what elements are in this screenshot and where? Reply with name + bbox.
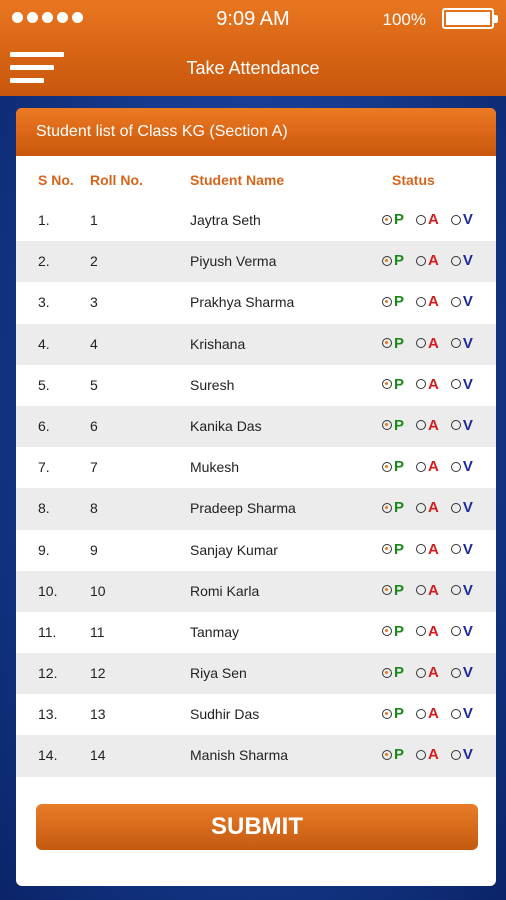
- radio-icon[interactable]: [382, 750, 392, 760]
- status-radio-group: [382, 746, 473, 763]
- radio-icon[interactable]: [416, 462, 426, 472]
- roll-number: 8: [90, 500, 98, 517]
- radio-icon[interactable]: [451, 709, 461, 719]
- status-option-absent[interactable]: [416, 582, 439, 599]
- battery-percent: 100%: [382, 10, 426, 29]
- status-option-absent[interactable]: [416, 211, 439, 228]
- status-radio-group: [382, 252, 473, 269]
- radio-icon[interactable]: [382, 297, 392, 307]
- status-option-present[interactable]: [382, 664, 404, 681]
- status-radio-group: [382, 499, 473, 516]
- roll-number: 14: [90, 747, 106, 764]
- table-row: [16, 365, 496, 406]
- radio-icon[interactable]: [382, 420, 392, 430]
- student-name: Sudhir Das: [190, 706, 260, 723]
- radio-icon[interactable]: [382, 626, 392, 636]
- status-label: P: [394, 581, 405, 599]
- status-option-present[interactable]: [382, 335, 404, 352]
- serial-number: 5.: [38, 376, 50, 393]
- submit-button[interactable]: SUBMIT: [36, 804, 478, 850]
- radio-icon[interactable]: [416, 297, 426, 307]
- status-label: A: [428, 499, 439, 517]
- status-option-present[interactable]: [382, 499, 404, 516]
- serial-number: 13.: [38, 706, 58, 723]
- radio-icon[interactable]: [451, 544, 461, 554]
- radio-icon[interactable]: [451, 503, 461, 513]
- status-option-vacation[interactable]: [451, 705, 473, 722]
- status-option-vacation[interactable]: [451, 623, 473, 640]
- status-label: V: [462, 293, 473, 311]
- status-option-absent[interactable]: [416, 376, 439, 393]
- status-option-absent[interactable]: [416, 664, 439, 681]
- radio-icon[interactable]: [416, 379, 426, 389]
- status-label: A: [428, 705, 439, 723]
- radio-icon[interactable]: [451, 338, 461, 348]
- radio-icon[interactable]: [382, 462, 392, 472]
- status-option-absent[interactable]: [416, 499, 439, 516]
- status-option-present[interactable]: [382, 623, 404, 640]
- table-row: [16, 324, 496, 365]
- status-option-present[interactable]: [382, 458, 404, 475]
- roll-number: 10: [90, 582, 106, 599]
- status-option-absent[interactable]: [416, 746, 439, 763]
- status-label: A: [428, 252, 439, 270]
- serial-number: 6.: [38, 417, 50, 434]
- status-option-vacation[interactable]: [451, 499, 473, 516]
- radio-icon[interactable]: [416, 668, 426, 678]
- status-label: V: [462, 252, 473, 270]
- radio-icon[interactable]: [416, 215, 426, 225]
- status-label: A: [428, 540, 439, 558]
- serial-number: 12.: [38, 665, 58, 682]
- status-option-absent[interactable]: [416, 252, 439, 269]
- serial-number: 3.: [38, 294, 50, 311]
- status-option-present[interactable]: [382, 746, 404, 763]
- radio-icon[interactable]: [451, 750, 461, 760]
- status-radio-group: [382, 293, 473, 310]
- student-name: Kanika Das: [190, 417, 262, 434]
- student-name: Mukesh: [190, 459, 240, 476]
- status-option-absent[interactable]: [416, 293, 439, 310]
- table-row: [16, 200, 496, 241]
- status-radio-group: [382, 335, 473, 352]
- status-option-absent[interactable]: [416, 335, 439, 352]
- radio-icon[interactable]: [382, 503, 392, 513]
- radio-icon[interactable]: [416, 626, 426, 636]
- status-label: P: [394, 540, 405, 558]
- status-option-vacation[interactable]: [451, 664, 473, 681]
- status-label: P: [394, 334, 405, 352]
- radio-icon[interactable]: [382, 215, 392, 225]
- radio-icon[interactable]: [451, 297, 461, 307]
- student-name: Manish Sharma: [190, 747, 289, 764]
- radio-icon[interactable]: [416, 750, 426, 760]
- serial-number: 11.: [38, 623, 57, 640]
- radio-icon[interactable]: [382, 256, 392, 266]
- status-radio-group: [382, 417, 473, 434]
- battery-icon: [442, 8, 494, 29]
- table-row: [16, 282, 496, 323]
- status-label: P: [394, 705, 405, 723]
- serial-number: 2.: [38, 253, 50, 270]
- status-label: P: [394, 499, 405, 517]
- student-name: Jaytra Seth: [190, 212, 261, 228]
- status-label: A: [428, 581, 439, 599]
- radio-icon[interactable]: [416, 709, 426, 719]
- status-label: V: [462, 664, 473, 682]
- student-name: Romi Karla: [190, 582, 260, 599]
- radio-icon[interactable]: [451, 585, 461, 595]
- status-radio-group: [382, 664, 473, 681]
- status-option-present[interactable]: [382, 211, 404, 228]
- status-label: A: [428, 375, 439, 393]
- radio-icon[interactable]: [451, 626, 461, 636]
- serial-number: 4.: [38, 335, 50, 352]
- status-label: A: [428, 746, 439, 764]
- roll-number: 7: [90, 459, 98, 476]
- table-row: [16, 241, 496, 282]
- radio-icon[interactable]: [416, 338, 426, 348]
- status-label: A: [428, 211, 439, 228]
- status-label: V: [462, 705, 473, 723]
- roll-number: 4: [90, 335, 98, 352]
- status-label: V: [462, 334, 473, 352]
- status-option-vacation[interactable]: [451, 376, 473, 393]
- status-label: P: [394, 622, 405, 640]
- table-row: [16, 653, 496, 694]
- status-radio-group: [382, 623, 473, 640]
- table-row: [16, 406, 496, 447]
- status-option-absent[interactable]: [416, 541, 439, 558]
- status-option-absent[interactable]: [416, 623, 439, 640]
- radio-icon[interactable]: [416, 256, 426, 266]
- radio-icon[interactable]: [451, 256, 461, 266]
- status-option-absent[interactable]: [416, 417, 439, 434]
- student-name: Suresh: [190, 376, 235, 393]
- status-option-vacation[interactable]: [451, 458, 473, 475]
- status-label: V: [462, 458, 473, 476]
- status-radio-group: [382, 211, 473, 228]
- student-name: Riya Sen: [190, 665, 247, 682]
- serial-number: 9.: [38, 541, 50, 558]
- status-label: V: [462, 540, 473, 558]
- serial-number: 7.: [38, 459, 50, 476]
- status-bar: [0, 0, 506, 38]
- page-title: Take Attendance: [186, 58, 320, 78]
- status-label: A: [428, 622, 439, 640]
- status-radio-group: [382, 458, 473, 475]
- status-option-present[interactable]: [382, 705, 404, 722]
- status-option-vacation[interactable]: [451, 293, 473, 310]
- roll-number: 1: [90, 212, 98, 228]
- radio-icon[interactable]: [382, 668, 392, 678]
- student-list: [16, 200, 496, 777]
- roll-number: 13: [90, 706, 106, 723]
- col-sno: S No.: [38, 172, 74, 188]
- roll-number: 11: [90, 623, 105, 640]
- status-option-absent[interactable]: [416, 705, 439, 722]
- status-option-present[interactable]: [382, 417, 404, 434]
- status-radio-group: [382, 376, 473, 393]
- status-option-present[interactable]: [382, 582, 404, 599]
- table-header: [16, 156, 496, 200]
- status-label: P: [394, 252, 405, 270]
- student-name: Pradeep Sharma: [190, 500, 296, 517]
- status-label: V: [462, 375, 473, 393]
- status-label: P: [394, 293, 405, 311]
- radio-icon[interactable]: [451, 379, 461, 389]
- radio-icon[interactable]: [382, 338, 392, 348]
- status-option-present[interactable]: [382, 252, 404, 269]
- status-option-vacation[interactable]: [451, 541, 473, 558]
- status-time: 9:09 AM: [216, 8, 290, 30]
- status-label: P: [394, 664, 405, 682]
- student-name: Sanjay Kumar: [190, 541, 278, 558]
- roll-number: 5: [90, 376, 98, 393]
- status-label: A: [428, 458, 439, 476]
- status-option-vacation[interactable]: [451, 252, 473, 269]
- status-option-vacation[interactable]: [451, 746, 473, 763]
- status-option-vacation[interactable]: [451, 211, 473, 228]
- status-label: A: [428, 664, 439, 682]
- status-label: P: [394, 746, 405, 764]
- table-row: [16, 447, 496, 488]
- student-name: Piyush Verma: [190, 253, 277, 270]
- table-row: [16, 530, 496, 571]
- serial-number: 14.: [38, 747, 58, 764]
- radio-icon[interactable]: [416, 585, 426, 595]
- radio-icon[interactable]: [451, 668, 461, 678]
- col-roll: Roll No.: [90, 172, 143, 188]
- status-label: P: [394, 375, 405, 393]
- class-title: Student list of Class KG (Section A): [16, 108, 496, 156]
- status-option-vacation[interactable]: [451, 582, 473, 599]
- radio-icon[interactable]: [382, 544, 392, 554]
- status-label: V: [462, 622, 473, 640]
- status-label: P: [394, 416, 405, 434]
- status-label: V: [462, 746, 473, 764]
- status-radio-group: [382, 541, 473, 558]
- status-option-present[interactable]: [382, 376, 404, 393]
- roll-number: 6: [90, 417, 98, 434]
- student-name: Prakhya Sharma: [190, 294, 295, 311]
- radio-icon[interactable]: [451, 462, 461, 472]
- roll-number: 3: [90, 294, 98, 311]
- radio-icon[interactable]: [416, 503, 426, 513]
- roll-number: 12: [90, 665, 106, 682]
- status-label: P: [394, 211, 405, 228]
- table-row: [16, 735, 496, 776]
- status-radio-group: [382, 705, 473, 722]
- attendance-card: [16, 108, 496, 886]
- table-row: [16, 612, 496, 653]
- app-bar: [0, 0, 506, 96]
- radio-icon[interactable]: [416, 420, 426, 430]
- radio-icon[interactable]: [416, 544, 426, 554]
- serial-number: 8.: [38, 500, 50, 517]
- radio-icon[interactable]: [451, 420, 461, 430]
- status-label: A: [428, 416, 439, 434]
- status-option-present[interactable]: [382, 541, 404, 558]
- radio-icon[interactable]: [451, 215, 461, 225]
- student-name: Tanmay: [190, 623, 240, 640]
- status-label: P: [394, 458, 405, 476]
- status-option-present[interactable]: [382, 293, 404, 310]
- col-name: Student Name: [190, 172, 285, 188]
- student-name: Krishana: [190, 335, 246, 352]
- status-option-vacation[interactable]: [451, 417, 473, 434]
- table-row: [16, 488, 496, 529]
- radio-icon[interactable]: [382, 709, 392, 719]
- status-label: A: [428, 334, 439, 352]
- radio-icon[interactable]: [382, 379, 392, 389]
- table-row: [16, 694, 496, 735]
- roll-number: 2: [90, 253, 98, 270]
- status-label: V: [462, 581, 473, 599]
- status-option-absent[interactable]: [416, 458, 439, 475]
- serial-number: 1.: [38, 212, 50, 228]
- status-label: A: [428, 293, 439, 311]
- status-option-vacation[interactable]: [451, 335, 473, 352]
- status-label: V: [462, 416, 473, 434]
- roll-number: 9: [90, 541, 98, 558]
- status-label: V: [462, 499, 473, 517]
- table-row: [16, 571, 496, 612]
- status-label: V: [462, 211, 473, 228]
- radio-icon[interactable]: [382, 585, 392, 595]
- status-radio-group: [382, 582, 473, 599]
- serial-number: 10.: [38, 582, 58, 599]
- col-status: Status: [392, 172, 435, 188]
